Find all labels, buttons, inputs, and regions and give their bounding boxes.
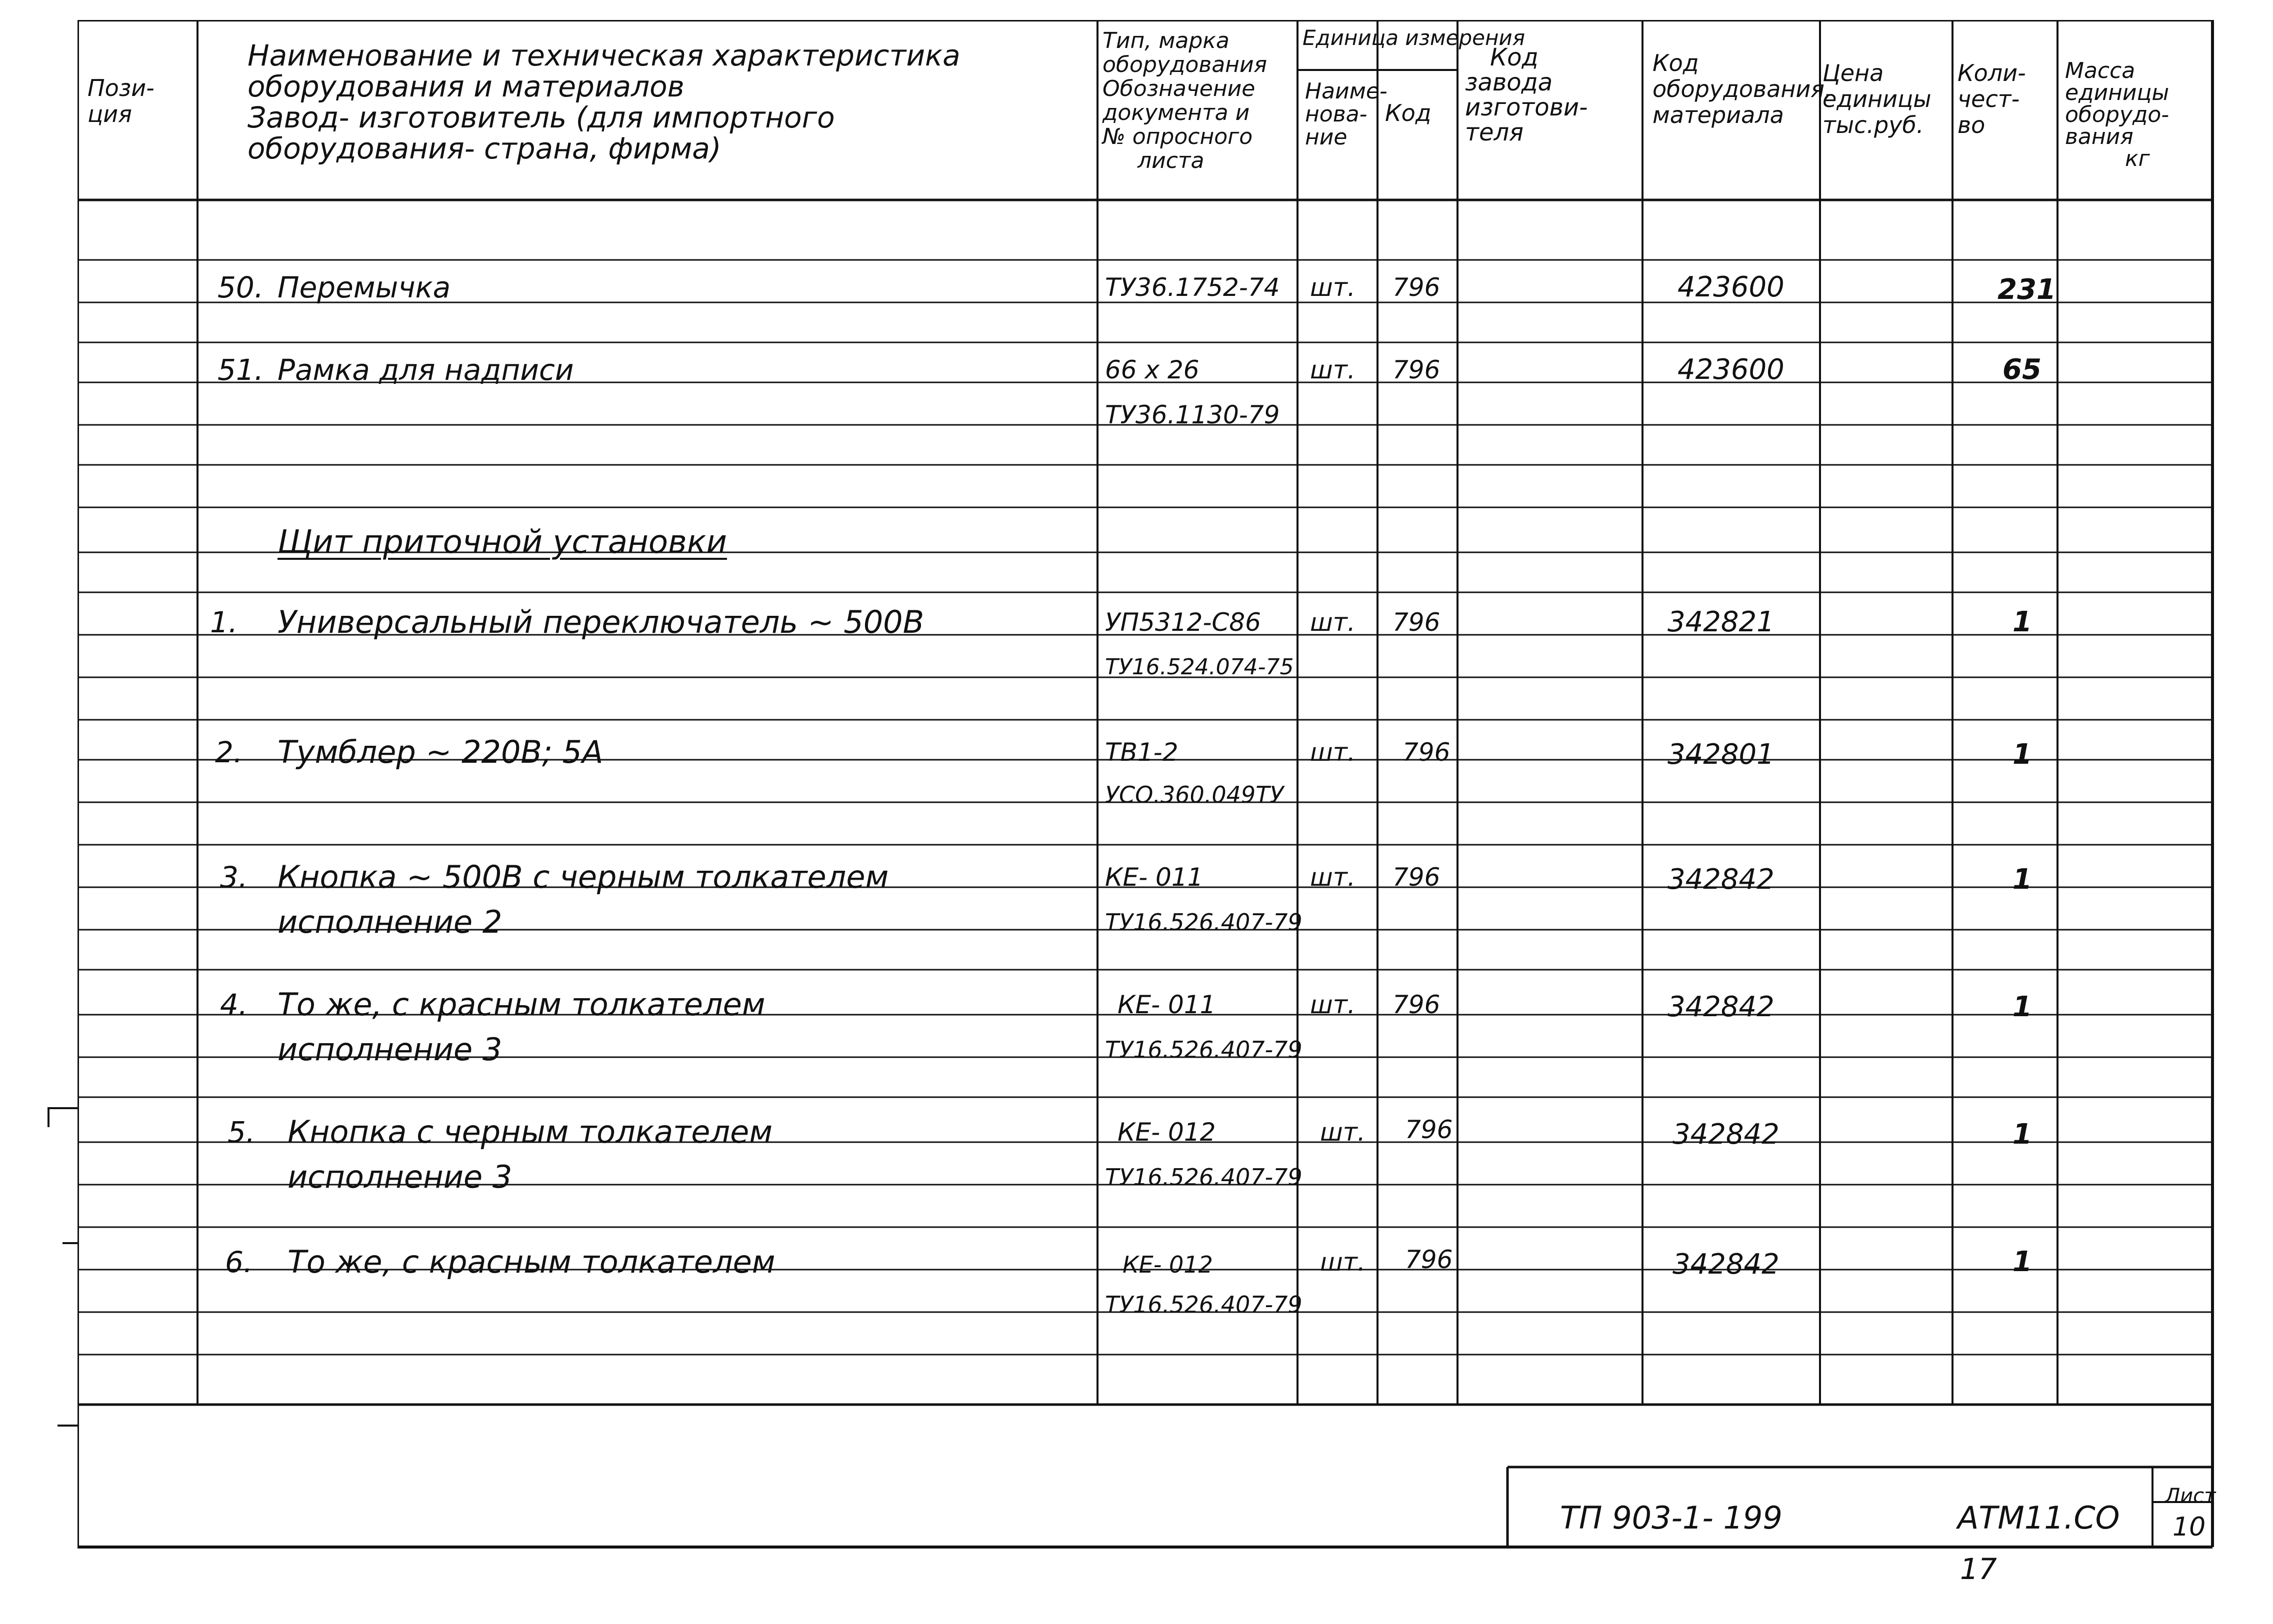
row-type: КЕ- 011	[1105, 863, 1204, 892]
row-code: 796	[1392, 355, 1440, 384]
row-code: 796	[1392, 990, 1440, 1019]
page-number: 17	[1960, 1552, 1997, 1586]
row-type: КЕ- 011	[1118, 990, 1216, 1019]
row-type: КЕ- 012	[1118, 1118, 1216, 1147]
row-qty: 1	[2012, 606, 2032, 638]
row-type: ТВ1-2	[1105, 738, 1178, 767]
row-type: ТУ36.1752-74	[1105, 273, 1280, 302]
row-qty: 1	[2012, 1246, 2032, 1278]
row-type: КЕ- 012	[1122, 1251, 1213, 1278]
row-qty: 231	[1998, 273, 2056, 306]
row-qty: 1	[2012, 1118, 2032, 1151]
header-maker-code: Код завода изготови- теля	[1465, 43, 1588, 146]
header-qty: Коли- чест- во	[1958, 59, 2026, 138]
row-unit: шт.	[1310, 273, 1356, 302]
row-unit: шт.	[1310, 738, 1356, 767]
row-name: Кнопка с черным толкателем	[288, 1114, 772, 1150]
margin-tick	[62, 1242, 78, 1244]
row-name: То же, с красным толкателем	[288, 1244, 776, 1280]
row-name: Рамка для надписи	[278, 353, 574, 387]
row-code: 796	[1405, 1245, 1453, 1274]
header-mass: Масса единицы оборудо- вания кг	[2065, 58, 2170, 171]
row-pos: 1.	[210, 605, 238, 639]
row-name: Тумблер ~ 220В; 5А	[278, 734, 604, 770]
row-code: 796	[1392, 273, 1440, 302]
stamp-sheet-number: 10	[2172, 1512, 2206, 1542]
row-pos: 4.	[220, 988, 248, 1022]
row-qty: 65	[2002, 353, 2042, 386]
row-type-doc: УСО.360.049ТУ	[1105, 781, 1284, 808]
row-code: 796	[1392, 863, 1440, 892]
stamp-document-code: АТМ11.СО	[1958, 1500, 2120, 1536]
section-title: Щит приточной установки	[278, 524, 727, 561]
header-equip-code: Код оборудования, материала	[1652, 49, 1832, 128]
stamp-project-code: ТП 903-1- 199	[1560, 1500, 1782, 1536]
row-unit: шт.	[1310, 863, 1356, 892]
row-type-doc: ТУ16.526.407-79	[1105, 1036, 1302, 1063]
header-unit-code: Код	[1385, 99, 1432, 126]
row-code: 796	[1402, 738, 1450, 767]
row-equip: 342821	[1668, 606, 1774, 638]
header-name: Наименование и техническая характеристика оборудования и материалов Завод- изготовитель (для импортного оборудования- страна, фирма)	[248, 38, 960, 165]
row-equip: 342801	[1668, 738, 1774, 771]
row-type-doc: ТУ16.526.407-79	[1105, 909, 1302, 936]
margin-tick	[58, 1425, 78, 1427]
header-unit-name: Наиме- нова- ние	[1305, 78, 1388, 150]
row-qty: 1	[2012, 738, 2032, 771]
header-position: Пози- ция	[88, 74, 154, 127]
row-type-doc: ТУ16.526.407-79	[1105, 1164, 1302, 1191]
row-unit: шт.	[1320, 1248, 1366, 1277]
row-name: То же, с красным толкателем	[278, 986, 766, 1023]
header-price: Цена единицы тыс.руб.	[1822, 59, 1932, 138]
row-type: 66 х 26	[1105, 355, 1200, 384]
margin-tick	[48, 1107, 78, 1109]
row-pos: 3.	[220, 860, 248, 894]
row-pos: 2.	[215, 735, 243, 769]
row-equip: 423600	[1678, 353, 1784, 386]
row-pos: 50.	[218, 270, 264, 304]
row-equip: 423600	[1678, 271, 1784, 303]
row-name: Перемычка	[278, 270, 451, 304]
row-name-detail: исполнение 3	[278, 1031, 502, 1068]
row-name: Универсальный переключатель ~ 500В	[278, 604, 924, 640]
row-type-doc: ТУ16.526.407-79	[1105, 1291, 1302, 1318]
row-code: 796	[1392, 608, 1440, 637]
row-unit: шт.	[1310, 355, 1356, 384]
row-unit: шт.	[1320, 1118, 1366, 1147]
row-type: УП5312-С86	[1105, 608, 1261, 637]
row-unit: шт.	[1310, 608, 1356, 637]
row-qty: 1	[2012, 863, 2032, 896]
row-name-detail: исполнение 3	[288, 1159, 512, 1195]
specification-sheet	[78, 20, 2218, 1550]
row-pos: 5.	[228, 1115, 256, 1149]
row-equip: 342842	[1668, 991, 1774, 1023]
row-equip: 342842	[1668, 863, 1774, 896]
row-equip: 342842	[1672, 1248, 1780, 1281]
row-equip: 342842	[1672, 1118, 1780, 1151]
row-type-doc: ТУ36.1130-79	[1105, 400, 1280, 429]
row-name-detail: исполнение 2	[278, 904, 502, 940]
row-qty: 1	[2012, 991, 2032, 1023]
margin-tick	[48, 1107, 50, 1127]
row-unit: шт.	[1310, 990, 1356, 1019]
row-type-doc: ТУ16.524.074-75	[1105, 654, 1294, 680]
row-pos: 51.	[218, 353, 264, 387]
row-code: 796	[1405, 1115, 1453, 1144]
row-name: Кнопка ~ 500В с черным толкателем	[278, 859, 889, 895]
row-pos: 6.	[225, 1245, 253, 1279]
stamp-sheet-label: Лист	[2165, 1485, 2216, 1508]
header-unit-group: Единица измерения	[1302, 25, 1525, 50]
header-type: Тип, марка оборудования Обозначение документа и № опросного листа	[1102, 28, 1268, 173]
